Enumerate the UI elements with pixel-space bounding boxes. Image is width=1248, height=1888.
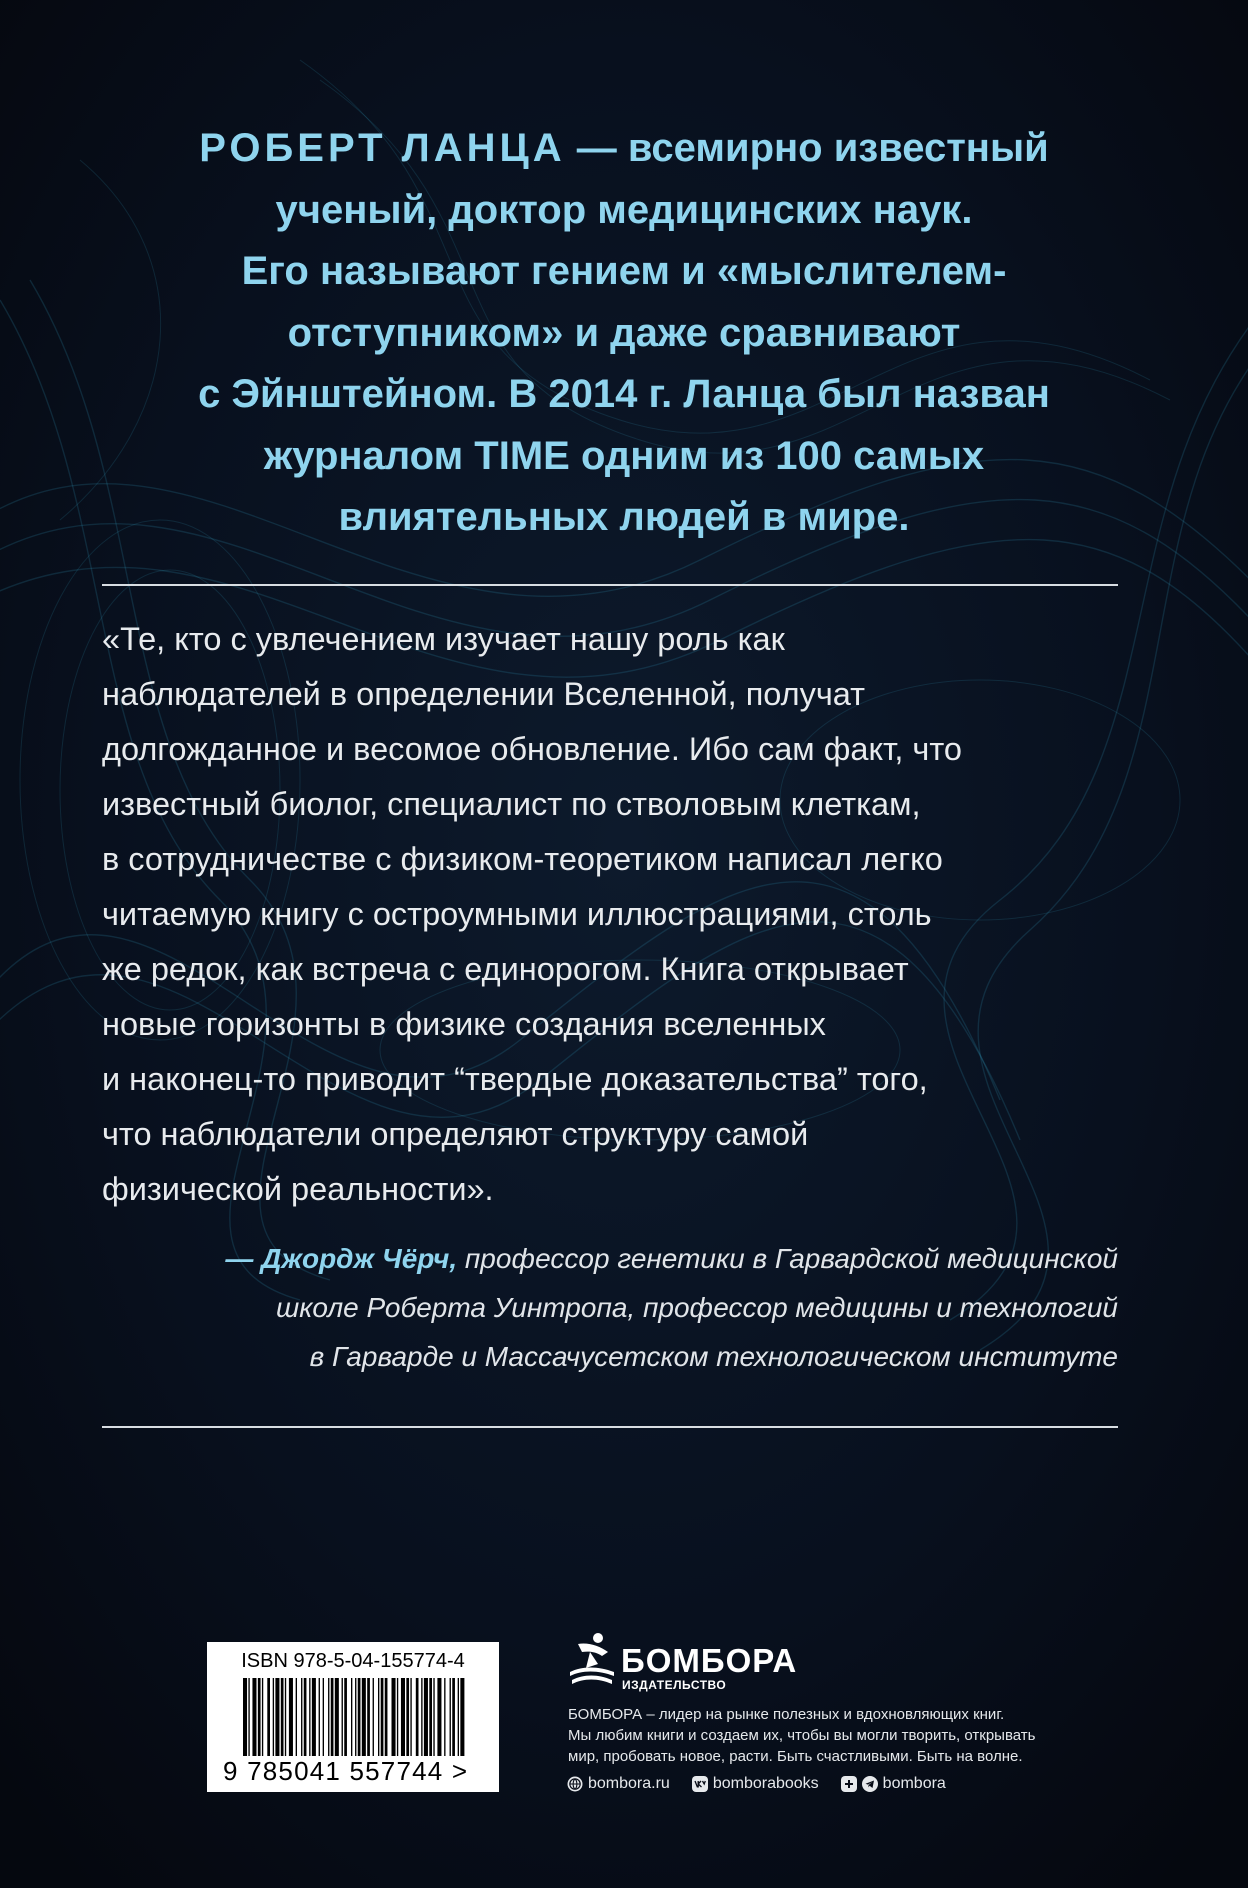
review-quote	[102, 612, 1122, 1217]
quote-author: — Джордж Чёрч,	[225, 1243, 458, 1274]
barcode-bar	[309, 1678, 310, 1756]
barcode-bar	[401, 1678, 405, 1756]
barcode-bar	[342, 1678, 343, 1756]
quote-line: новые горизонты в физике создания вселенных	[102, 1006, 826, 1042]
barcode-bar	[319, 1678, 320, 1756]
barcode-bar	[392, 1678, 396, 1756]
quote-line: «Те, кто с увлечением изучает нашу роль как	[102, 621, 785, 657]
barcode-bar	[450, 1678, 451, 1756]
barcode-bar	[460, 1678, 464, 1756]
barcode-bar	[267, 1678, 270, 1756]
barcode-bar	[331, 1678, 334, 1756]
barcode-bar	[351, 1678, 352, 1756]
divider	[102, 1426, 1118, 1428]
barcode-bar	[285, 1678, 286, 1756]
bio-line: влиятельных людей в мире.	[338, 495, 910, 539]
description-line: Мы любим книги и создаем их, чтобы вы могли творить, открывать	[568, 1727, 1036, 1744]
globe-icon	[567, 1776, 583, 1792]
quote-line: в сотрудничестве с физиком-теоретиком написал легко	[102, 841, 943, 877]
barcode-bar	[358, 1678, 361, 1756]
bio-line: с Эйнштейном. В 2014 г. Ланца был назван	[198, 372, 1050, 416]
attribution-line: профессор генетики в Гарвардской медицинской	[457, 1243, 1118, 1274]
barcode-bar	[397, 1678, 398, 1756]
quote-line: долгожданное и весомое обновление. Ибо сам факт, что	[102, 731, 962, 767]
barcode-bar	[416, 1678, 419, 1756]
barcode-bar	[335, 1678, 339, 1756]
isbn-number: ISBN 978-5-04-155774-4	[241, 1650, 465, 1672]
barcode-bar	[252, 1678, 256, 1756]
vk-icon	[692, 1776, 708, 1792]
barcode-bar	[429, 1678, 432, 1756]
barcode-bar	[378, 1678, 379, 1756]
bio-line: — всемирно известный	[565, 126, 1049, 170]
description-line: мир, пробовать новое, расти. Быть счастливыми. Быть на волне.	[568, 1748, 1023, 1765]
bombora-logo-icon	[568, 1632, 618, 1690]
author-bio	[100, 118, 1148, 549]
quote-line: же редок, как встреча с единорогом. Книга открывает	[102, 951, 909, 987]
barcode-bar	[452, 1678, 455, 1756]
barcode-bar	[275, 1678, 279, 1756]
social-web-label: bombora.ru	[588, 1775, 670, 1792]
quote-attribution	[118, 1234, 1118, 1381]
ean-digits: 9 785041 557744 >	[223, 1756, 469, 1786]
barcode-bar	[385, 1678, 388, 1756]
social-messengers[interactable]	[841, 1775, 946, 1793]
barcode-bar	[444, 1678, 445, 1756]
barcode-bar	[362, 1678, 366, 1756]
barcode-bar	[437, 1678, 441, 1756]
barcode-bar	[262, 1678, 263, 1756]
social-other-label: bombora	[882, 1775, 946, 1792]
barcode-bar	[243, 1678, 247, 1756]
barcode-bars	[243, 1678, 465, 1756]
isbn-barcode	[207, 1642, 499, 1792]
barcode-bar	[424, 1678, 428, 1756]
telegram-icon	[862, 1776, 878, 1792]
barcode-bar	[406, 1678, 409, 1756]
bio-line: журналом TIME одним из 100 самых	[263, 433, 985, 478]
publisher-subtitle: ИЗДАТЕЛЬСТВО	[622, 1678, 727, 1692]
barcode-bar	[421, 1678, 422, 1756]
barcode-bar	[258, 1678, 261, 1756]
barcode-bar	[301, 1678, 302, 1756]
publisher-description	[568, 1704, 1108, 1767]
divider	[102, 584, 1118, 586]
barcode-bar	[410, 1678, 411, 1756]
quote-line: что наблюдатели определяют структуру самой	[102, 1116, 809, 1152]
description-line: БОМБОРА – лидер на рынке полезных и вдохновляющих книг.	[568, 1706, 1005, 1723]
barcode-bar	[355, 1678, 356, 1756]
barcode-bar	[328, 1678, 329, 1756]
quote-line: наблюдателей в определении Вселенной, получат	[102, 676, 866, 712]
barcode-bar	[273, 1678, 274, 1756]
social-web[interactable]	[567, 1775, 670, 1793]
bio-line: Его называют гением и «мыслителем-	[241, 249, 1007, 293]
barcode-bar	[304, 1678, 307, 1756]
barcode-bar	[248, 1678, 249, 1756]
barcode-bar	[373, 1678, 374, 1756]
barcode-bar	[296, 1678, 297, 1756]
barcode-bar	[433, 1678, 434, 1756]
bio-line: ученый, доктор медицинских наук.	[275, 187, 973, 232]
social-vk-label: bomborabooks	[712, 1775, 819, 1792]
barcode-bar	[381, 1678, 384, 1756]
author-name: РОБЕРТ ЛАНЦА	[199, 126, 566, 170]
barcode-bar	[344, 1678, 347, 1756]
social-vk[interactable]	[692, 1775, 819, 1793]
attribution-line: в Гарварде и Массачусетском технологическом институте	[309, 1341, 1118, 1372]
social-links	[567, 1774, 968, 1794]
bio-line: отступником» и даже сравнивают	[287, 310, 961, 355]
publisher-name: БОМБОРА	[621, 1642, 798, 1679]
attribution-line: школе Роберта Уинтропа, профессор медицины и технологий	[275, 1292, 1118, 1323]
plus-icon	[841, 1776, 857, 1792]
barcode-bar	[312, 1678, 316, 1756]
barcode-bar	[281, 1678, 284, 1756]
barcode-bar	[289, 1678, 293, 1756]
barcode-bar	[323, 1678, 324, 1756]
barcode-bar	[367, 1678, 370, 1756]
quote-line: известный биолог, специалист по стволовым клеткам,	[102, 786, 921, 822]
barcode-bar	[458, 1678, 459, 1756]
quote-line: физической реальности».	[102, 1171, 494, 1207]
quote-line: читаемую книгу с остроумными иллюстрациями, столь	[102, 896, 932, 932]
quote-line: и наконец-то приводит “твердые доказательства” того,	[102, 1061, 928, 1097]
